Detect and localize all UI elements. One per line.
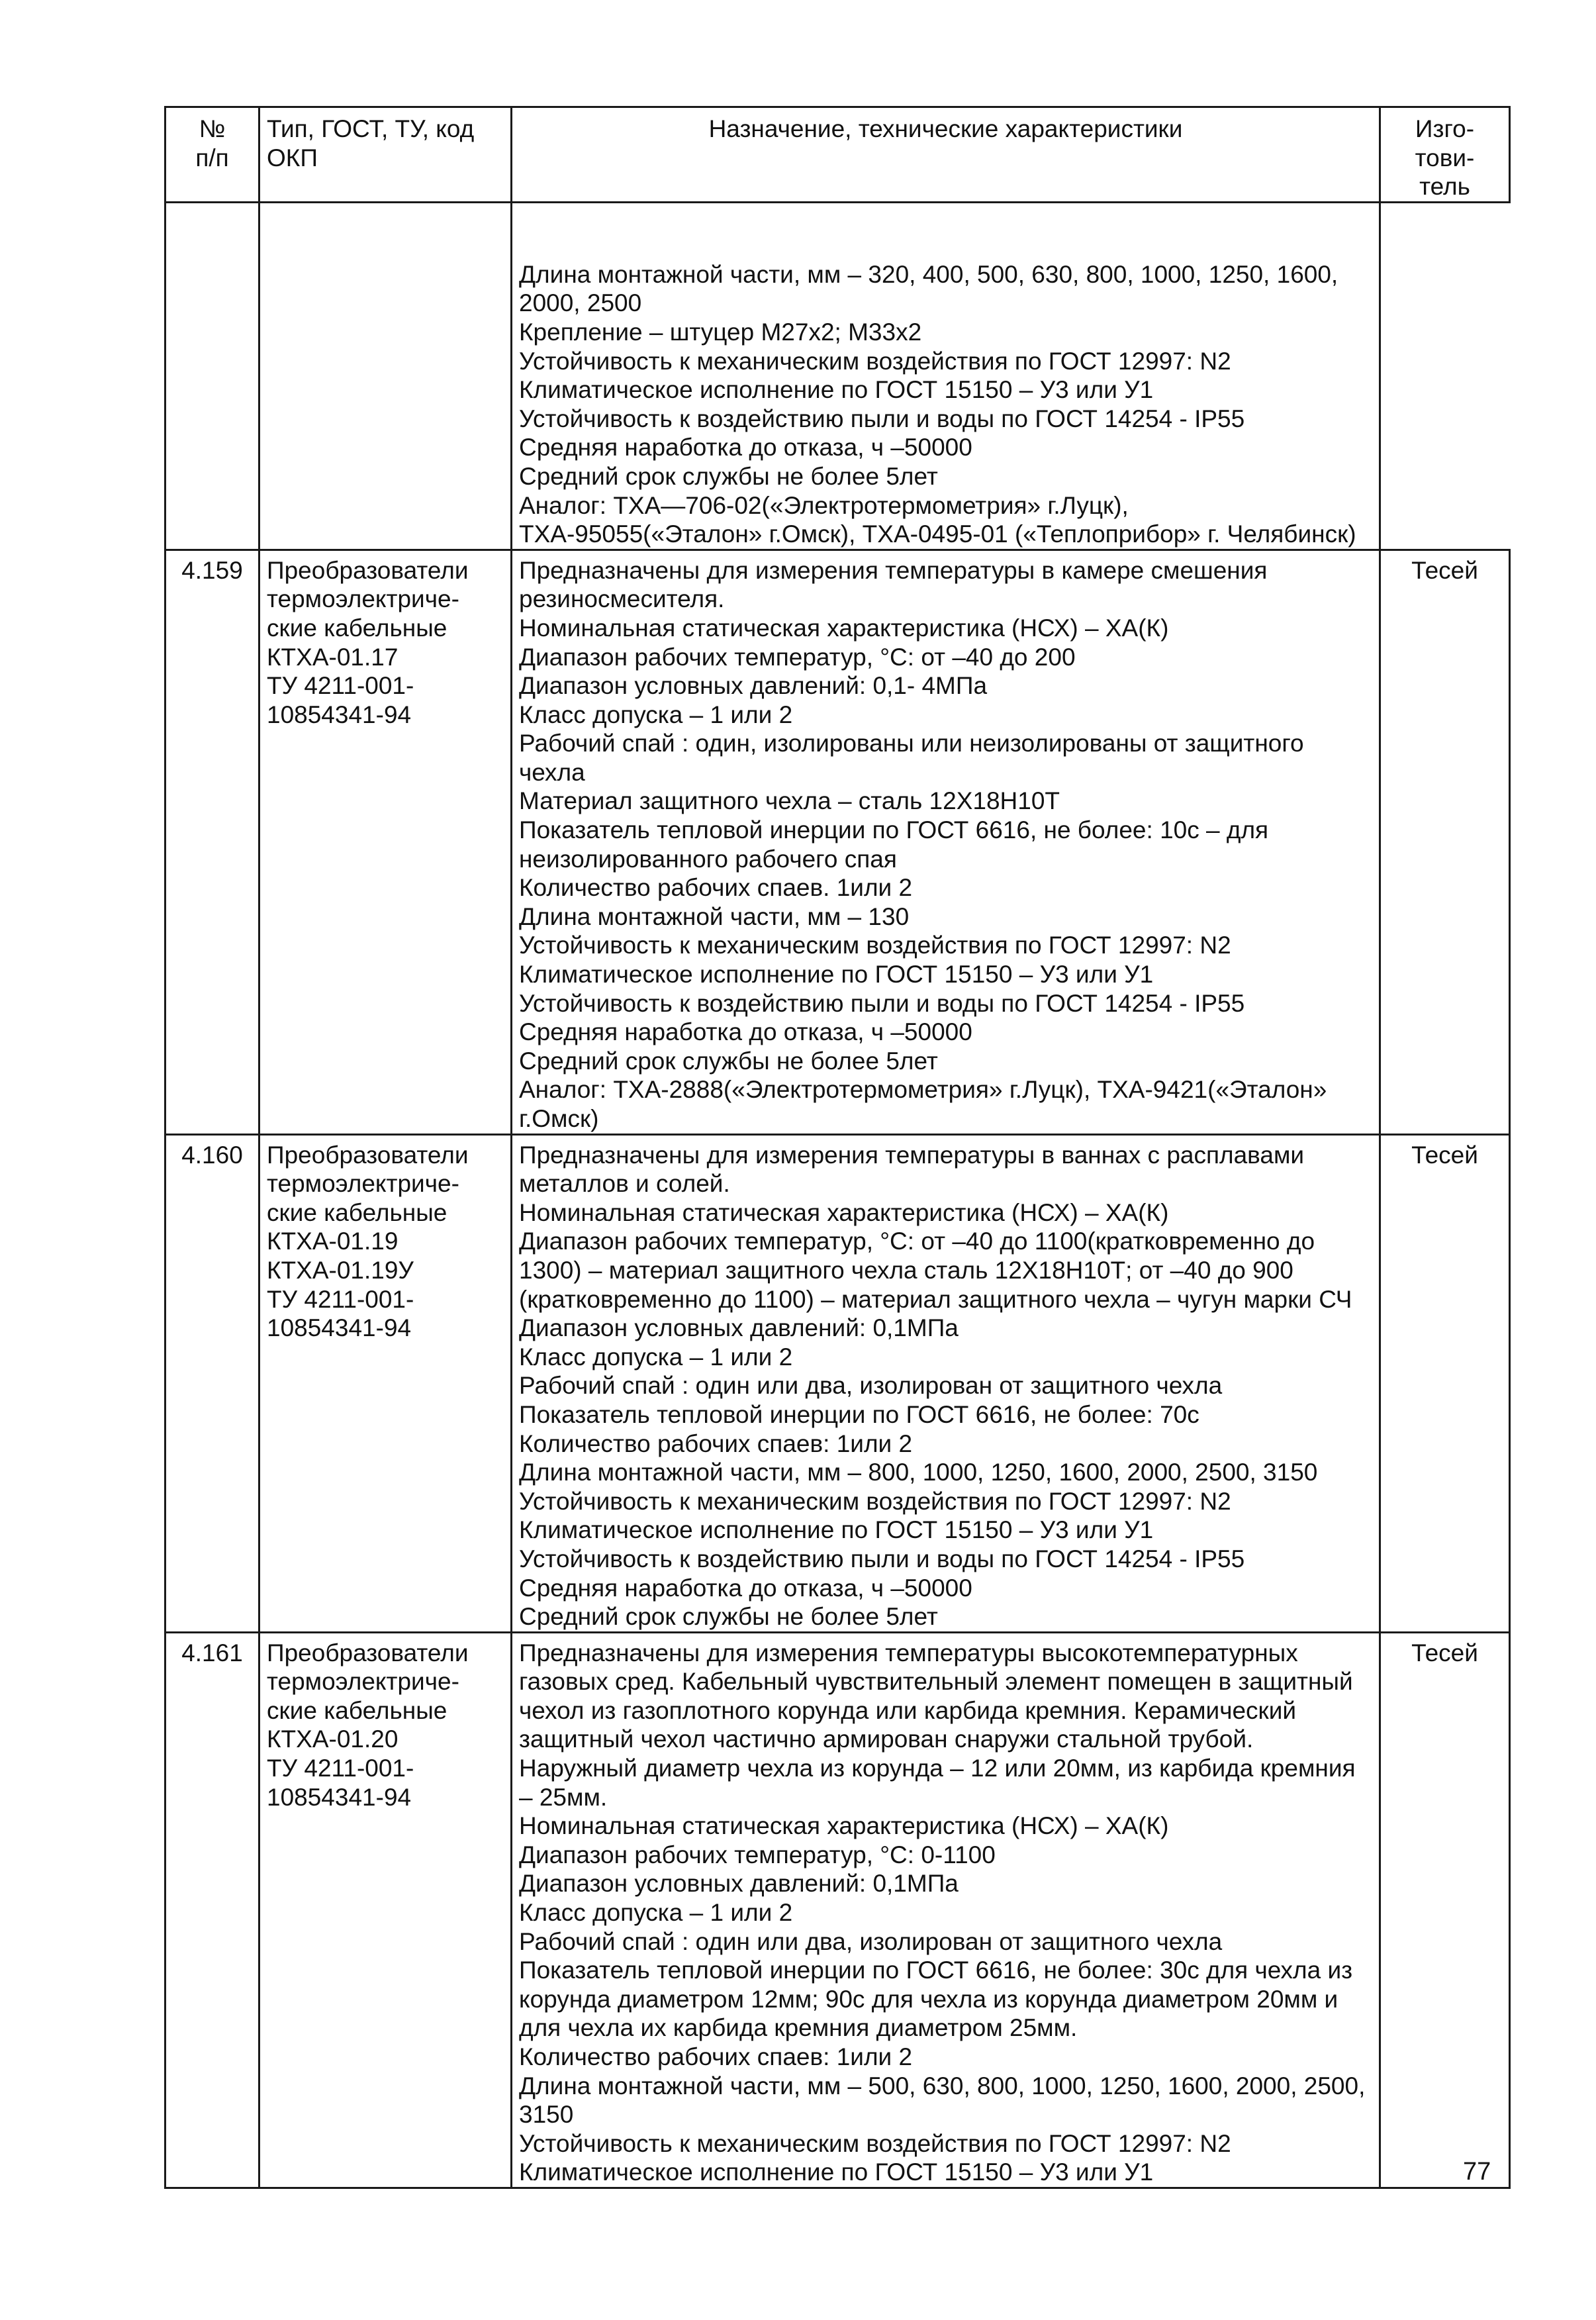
description-line: Диапазон условных давлений: 0,1МПа (519, 1870, 959, 1898)
specs-table (164, 106, 1511, 2189)
type-line: КТХА-01.19 (267, 1228, 399, 1255)
continuation-line: Климатическое исполнение по ГОСТ 15150 – У3 или У1 (519, 376, 1154, 404)
type-line: 10854341-94 (267, 1783, 412, 1811)
continuation-line: Аналог: ТХА—706-02(«Электротермометрия» г.Луцк), ТХА-95055(«Эталон» г.Омск), ТХА-0495-01 («Теплоприбор» г. Челябинск) (519, 491, 1356, 548)
description-line: Диапазон рабочих температур, °С: от –40 до 1100(кратковременно до 1300) – материал защитного чехла сталь 12Х18Н10Т; от –40 до 900 (кратковременно до 1100) – материал защитного чехла – чугун марки СЧ (519, 1228, 1352, 1313)
description-line: Класс допуска – 1 или 2 (519, 1899, 793, 1927)
description-line: Показатель тепловой инерции по ГОСТ 6616, не более: 70с (519, 1400, 1199, 1428)
description-line: Номинальная статическая характеристика (НСХ) – ХА(К) (519, 1198, 1169, 1226)
type-line: ские кабельные (267, 614, 447, 642)
continuation-number-cell (165, 202, 259, 550)
description-line: Количество рабочих спаев: 1или 2 (519, 1429, 913, 1457)
row-type (259, 550, 512, 1134)
description-line: Устойчивость к воздействию пыли и воды по ГОСТ 14254 - IP55 (519, 989, 1245, 1017)
description-line: Длина монтажной части, мм – 500, 630, 800, 1000, 1250, 1600, 2000, 2500, 3150 (519, 2072, 1366, 2129)
description-line: Рабочий спай : один, изолированы или неизолированы от защитного чехла (519, 730, 1304, 786)
type-line: 10854341-94 (267, 701, 412, 728)
table-header-row (165, 107, 1510, 203)
type-line: КТХА-01.17 (267, 643, 399, 671)
description-line: Средняя наработка до отказа, ч –50000 (519, 1018, 972, 1046)
row-type (259, 1632, 512, 2188)
description-line: Климатическое исполнение по ГОСТ 15150 – У3 или У1 (519, 961, 1154, 989)
row-number: 4.161 (165, 1632, 259, 2188)
row-description (512, 1134, 1380, 1632)
description-line: Наружный диаметр чехла из корунда – 12 или 20мм, из карбида кремния – 25мм. (519, 1755, 1356, 1811)
continuation-line: Средний срок службы не более 5лет (519, 462, 938, 490)
row-number: 4.159 (165, 550, 259, 1134)
continuation-line: Средняя наработка до отказа, ч –50000 (519, 434, 972, 461)
description-line: Средний срок службы не более 5лет (519, 1047, 938, 1075)
description-line: Предназначены для измерения температуры высокотемпературных газовых сред. Кабельный чувствительный элемент помещен в защитный чехол из газоплотного корунда или карбида кремния. Керамический защитный чехол частично армирован снаружи стальной трубой. (519, 1639, 1353, 1753)
description-line: Показатель тепловой инерции по ГОСТ 6616, не более: 30с для чехла из корунда диаметром 12мм; 90с для чехла из корунда диаметром 20мм и для чехла их карбида кремния диаметром 25мм. (519, 1957, 1353, 2042)
description-line: Диапазон рабочих температур, °С: от –40 до 200 (519, 643, 1076, 671)
type-line: ские кабельные (267, 1696, 447, 1724)
description-line: Рабочий спай : один или два, изолирован от защитного чехла (519, 1372, 1223, 1400)
table-row (165, 1134, 1510, 1632)
type-line: Преобразователи (267, 556, 469, 584)
description-line: Устойчивость к воздействию пыли и воды по ГОСТ 14254 - IP55 (519, 1545, 1245, 1572)
continuation-line: Крепление – штуцер М27х2; М33х2 (519, 318, 922, 346)
description-line: Класс допуска – 1 или 2 (519, 1343, 793, 1371)
description-line: Диапазон условных давлений: 0,1- 4МПа (519, 672, 988, 700)
row-description (512, 1632, 1380, 2188)
description-line: Средняя наработка до отказа, ч –50000 (519, 1574, 972, 1602)
type-line: термоэлектриче- (267, 585, 459, 613)
row-manufacturer: Тесей (1380, 1632, 1510, 2188)
description-line: Аналог: ТХА-2888(«Электротермометрия» г.Луцк), ТХА-9421(«Эталон» г.Омск) (519, 1076, 1327, 1132)
description-line: Диапазон рабочих температур, °С: 0-1100 (519, 1841, 996, 1868)
row-number: 4.160 (165, 1134, 259, 1632)
description-line: Диапазон условных давлений: 0,1МПа (519, 1314, 959, 1342)
description-line: Предназначены для измерения температуры в ваннах с расплавами металлов и солей. (519, 1141, 1305, 1198)
row-type (259, 1134, 512, 1632)
type-line: КТХА-01.20 (267, 1725, 399, 1753)
description-line: Количество рабочих спаев. 1или 2 (519, 874, 913, 902)
continuation-line: Устойчивость к воздействию пыли и воды по ГОСТ 14254 - IP55 (519, 405, 1245, 432)
type-line: ТУ 4211-001- (267, 1285, 414, 1313)
header-description: Назначение, технические характеристики (512, 107, 1380, 203)
description-line: Количество рабочих спаев: 1или 2 (519, 2043, 913, 2070)
header-manufacturer: Изго- тови- тель (1380, 107, 1510, 203)
type-line: ские кабельные (267, 1198, 447, 1226)
type-line: 10854341-94 (267, 1314, 412, 1342)
type-line: термоэлектриче- (267, 1668, 459, 1696)
row-manufacturer: Тесей (1380, 550, 1510, 1134)
continuation-description-cell (512, 202, 1380, 550)
page-number: 77 (1463, 2158, 1491, 2186)
description-line: Материал защитного чехла – сталь 12Х18Н10Т (519, 787, 1060, 815)
description-line: Класс допуска – 1 или 2 (519, 701, 793, 728)
type-line: термоэлектриче- (267, 1170, 459, 1198)
description-line: Длина монтажной части, мм – 130 (519, 902, 910, 930)
description-line: Номинальная статическая характеристика (НСХ) – ХА(К) (519, 1812, 1169, 1840)
description-line: Предназначены для измерения температуры в камере смешения резиносмесителя. (519, 556, 1268, 613)
type-line: ТУ 4211-001- (267, 672, 414, 700)
type-line: КТХА-01.19У (267, 1256, 414, 1284)
description-line: Средний срок службы не более 5лет (519, 1603, 938, 1631)
type-line: Преобразователи (267, 1141, 469, 1169)
document-page (164, 106, 1509, 2189)
row-manufacturer: Тесей (1380, 1134, 1510, 1632)
continuation-line: Длина монтажной части, мм – 320, 400, 500, 630, 800, 1000, 1250, 1600, 2000, 2500 (519, 260, 1338, 317)
description-line: Климатическое исполнение по ГОСТ 15150 – У3 или У1 (519, 2158, 1154, 2186)
description-line: Рабочий спай : один или два, изолирован от защитного чехла (519, 1927, 1223, 1955)
header-type: Тип, ГОСТ, ТУ, код ОКП (259, 107, 512, 203)
header-number: № п/п (165, 107, 259, 203)
description-line: Климатическое исполнение по ГОСТ 15150 – У3 или У1 (519, 1516, 1154, 1544)
continuation-line: Устойчивость к механическим воздействия по ГОСТ 12997: N2 (519, 347, 1231, 375)
description-line: Устойчивость к механическим воздействия по ГОСТ 12997: N2 (519, 932, 1231, 959)
type-line: ТУ 4211-001- (267, 1755, 414, 1782)
description-line: Длина монтажной части, мм – 800, 1000, 1250, 1600, 2000, 2500, 3150 (519, 1459, 1318, 1486)
table-row (165, 550, 1510, 1134)
description-line: Устойчивость к механическим воздействия по ГОСТ 12997: N2 (519, 1487, 1231, 1515)
continuation-type-cell (259, 202, 512, 550)
row-description (512, 550, 1380, 1134)
description-line: Устойчивость к механическим воздействия по ГОСТ 12997: N2 (519, 2129, 1231, 2157)
table-row (165, 1632, 1510, 2188)
description-line: Показатель тепловой инерции по ГОСТ 6616, не более: 10с – для неизолированного рабочего спая (519, 816, 1269, 873)
continuation-row (165, 202, 1510, 550)
type-line: Преобразователи (267, 1639, 469, 1667)
description-line: Номинальная статическая характеристика (НСХ) – ХА(К) (519, 614, 1169, 642)
